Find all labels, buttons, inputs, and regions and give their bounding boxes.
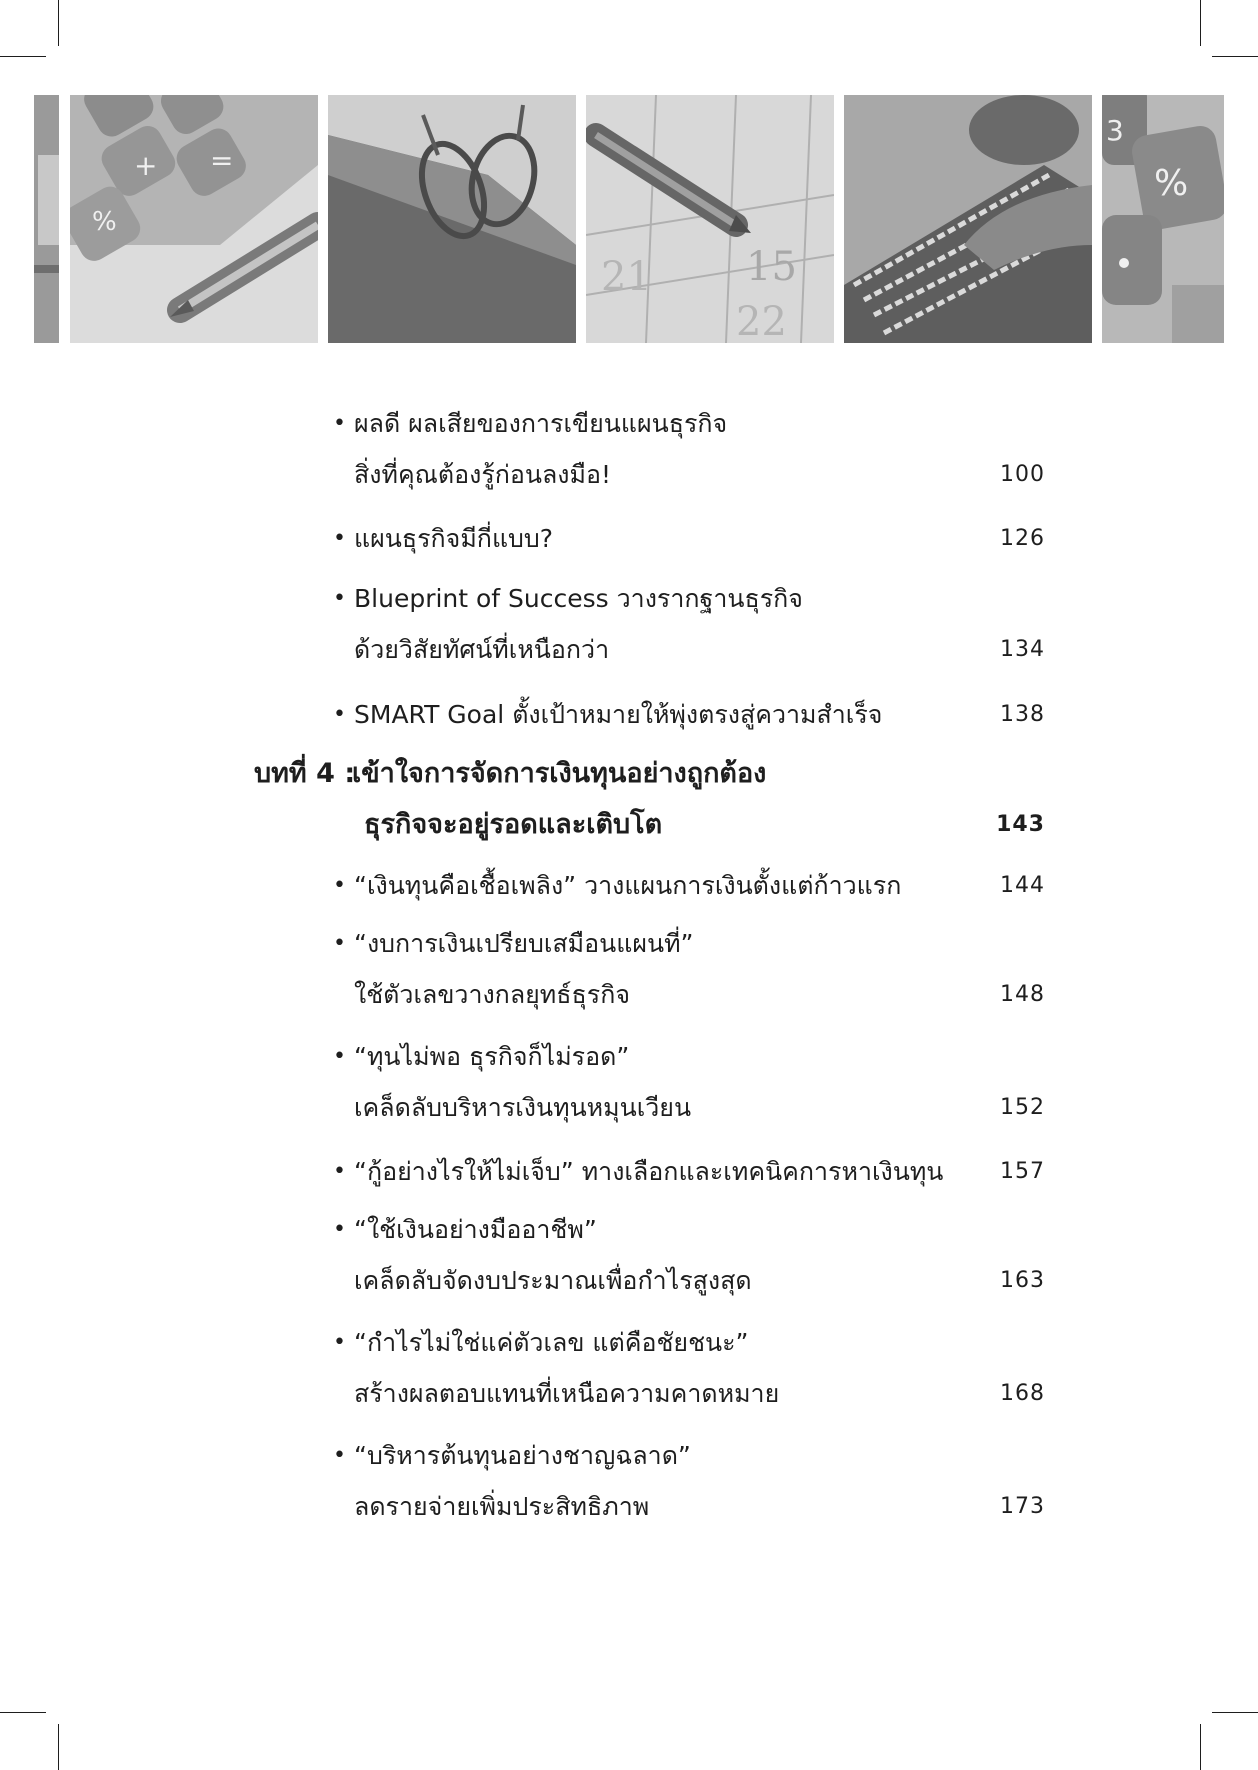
toc-entry-title-line: “ทุนไม่พอ ธุรกิจก็ไม่รอด” [354,1042,630,1071]
toc-page-number: 100 [1000,462,1045,487]
toc-page-number: 143 [996,812,1045,837]
toc-page-number: 152 [1000,1095,1045,1120]
toc-entry-title-line: สิ่งที่คุณต้องรู้ก่อนลงมือ! [354,460,612,489]
toc-entry-title-line: แผนธุรกิจมีกี่แบบ? [354,524,554,553]
bullet-icon: • [333,586,346,611]
bullet-icon: • [333,1330,346,1355]
toc-entry-title-line: เคล็ดลับจัดงบประมาณเพื่อกำไรสูงสุด [354,1266,752,1295]
bullet-icon: • [333,1044,346,1069]
bullet-icon: • [333,1443,346,1468]
bullet-icon: • [333,1159,346,1184]
toc-page-number: 163 [1000,1268,1045,1293]
svg-text:3: 3 [1106,114,1124,147]
bullet-icon: • [333,1217,346,1242]
bullet-icon: • [333,526,346,551]
toc-entry-title-line: เคล็ดลับบริหารเงินทุนหมุนเวียน [354,1093,692,1122]
toc-entry-title-line: SMART Goal ตั้งเป้าหมายให้พุ่งตรงสู่ความสำเร็จ [354,700,883,729]
toc-entry-title-line: “ใช้เงินอย่างมืออาชีพ” [354,1215,597,1244]
toc-page-number: 134 [1000,637,1045,662]
toc-entry-title-line: สร้างผลตอบแทนที่เหนือความคาดหมาย [354,1379,780,1408]
bullet-icon: • [333,873,346,898]
toc-page-number: 173 [1000,1494,1045,1519]
toc-entry-title-line: เข้าใจการจัดการเงินทุนอย่างถูกต้อง [352,758,767,789]
toc-entry-title-line: “บริหารต้นทุนอย่างชาญฉลาด” [354,1441,691,1470]
toc-page-number: 157 [1000,1159,1045,1184]
svg-text:21: 21 [601,254,652,300]
toc-page-number: 138 [1000,702,1045,727]
toc-page-number: 126 [1000,526,1045,551]
chapter-label: บทที่ 4 : [254,758,356,789]
toc-entry-title-line: “กู้อย่างไรให้ไม่เจ็บ” ทางเลือกและเทคนิคการหาเงินทุน [354,1157,944,1186]
svg-text:+: + [134,149,158,182]
toc-entry-title-line: “งบการเงินเปรียบเสมือนแผนที่” [354,929,694,958]
toc-entry-title-line: “กำไรไม่ใช่แค่ตัวเลข แต่คือชัยชนะ” [354,1328,749,1357]
toc-entry-title-line: ผลดี ผลเสียของการเขียนแผนธุรกิจ [354,409,728,438]
svg-text:15: 15 [746,244,797,290]
toc-entry-title-line: ลดรายจ่ายเพิ่มประสิทธิภาพ [354,1492,650,1521]
toc-entry-title-line: ด้วยวิสัยทัศน์ที่เหนือกว่า [354,635,610,664]
toc-entry-title-line: ธุรกิจจะอยู่รอดและเติบโต [364,809,663,840]
toc-page-number: 168 [1000,1381,1045,1406]
toc-entry-title-line: “เงินทุนคือเชื้อเพลิง” วางแผนการเงินตั้งแต่ก้าวแรก [354,871,902,900]
svg-text:%: % [92,207,117,237]
svg-text:%: % [1154,163,1189,204]
svg-text:22: 22 [736,299,787,343]
toc-page-number: 144 [1000,873,1045,898]
bullet-icon: • [333,411,346,436]
bullet-icon: • [333,702,346,727]
toc-entry-title-line: Blueprint of Success วางรากฐานธุรกิจ [354,584,803,613]
toc-entry-title-line: ใช้ตัวเลขวางกลยุทธ์ธุรกิจ [354,980,631,1009]
toc-page-number: 148 [1000,982,1045,1007]
bullet-icon: • [333,931,346,956]
svg-text:=: = [210,144,234,177]
